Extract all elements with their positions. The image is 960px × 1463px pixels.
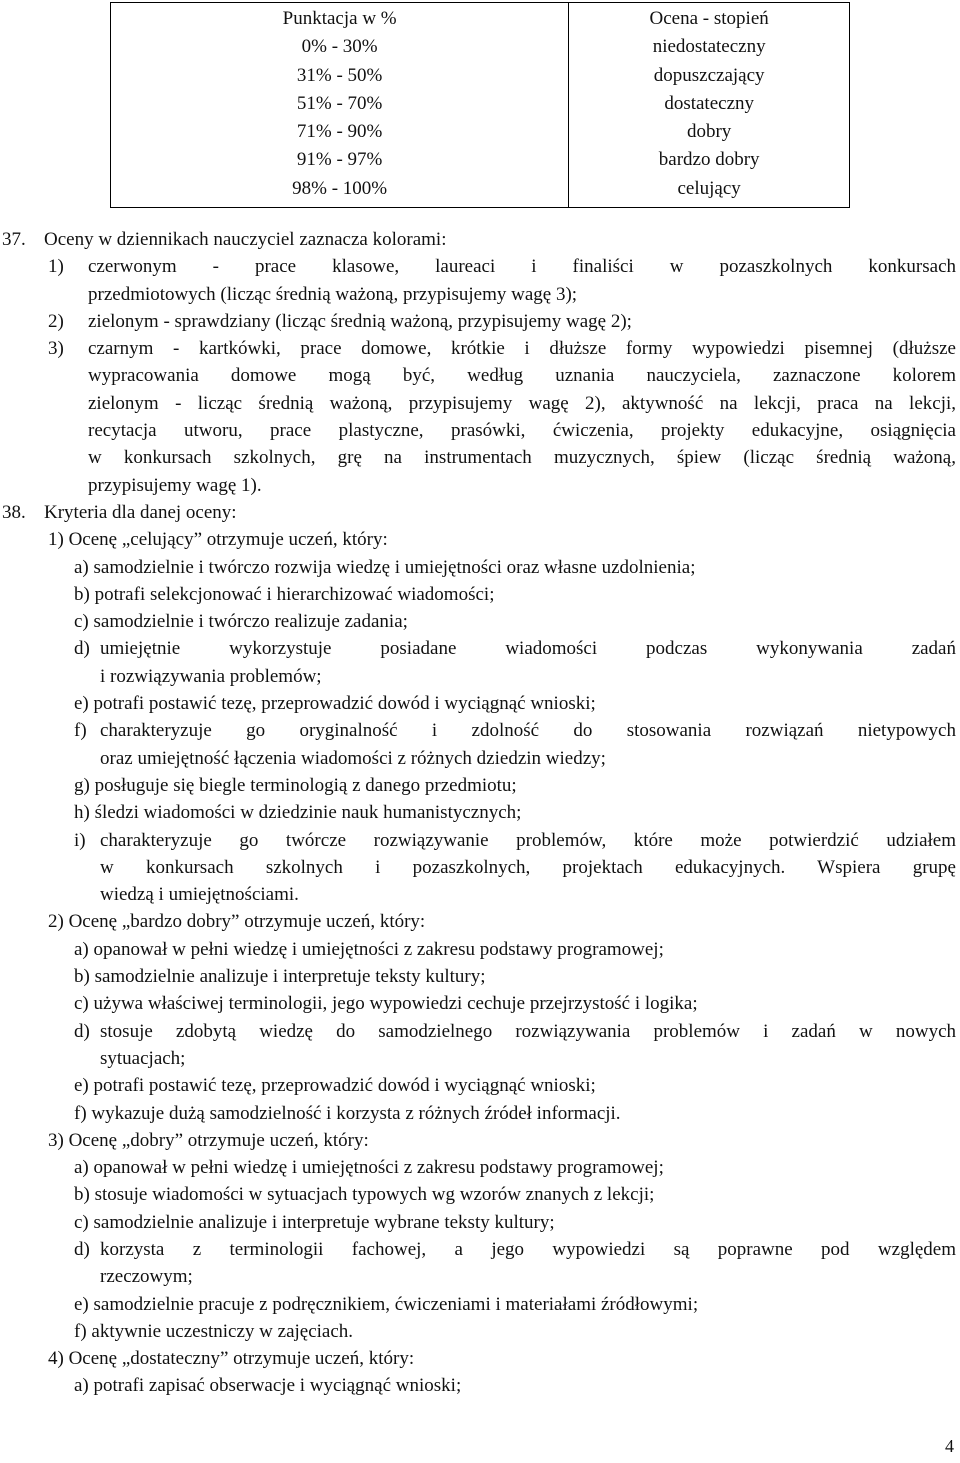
score-range: 0% - 30%	[301, 36, 378, 58]
section-intro: Oceny w dziennikach nauczyciel zaznacza kolorami:	[44, 229, 447, 250]
list-item-text: czarnym - kartkówki, prace domowe, krótkie i dłuższe formy wypowiedzi pisemnej (dłuższe	[88, 338, 956, 360]
list-item-text: wypracowania domowe mogą być, według uznania nauczyciela, zaznaczone kolorem	[88, 365, 956, 387]
grade-column	[569, 3, 850, 208]
criteria-item: charakteryzuje go oryginalność i zdolność do stosowania rozwiązań nietypowych	[100, 720, 956, 742]
grade-heading: 4) Ocenę „dostateczny” otrzymuje uczeń, który:	[48, 1348, 415, 1370]
grade-name: bardzo dobry	[658, 149, 760, 171]
list-item-label: 2)	[48, 310, 64, 332]
grade-heading: 2) Ocenę „bardzo dobry” otrzymuje uczeń, który:	[48, 911, 426, 933]
score-range-column	[111, 3, 569, 208]
table-header-score: Punktacja w %	[282, 8, 397, 29]
criteria-item: f) wykazuje dużą samodzielność i korzysta z różnych źródeł informacji.	[74, 1102, 621, 1124]
document-body	[0, 226, 960, 1400]
criteria-item: i rozwiązywania problemów;	[100, 665, 322, 687]
criteria-item: a) samodzielnie i twórczo rozwija wiedzę i umiejętności oraz własne uzdolnienia;	[74, 556, 696, 578]
criteria-label: f)	[74, 720, 87, 742]
list-item-text: zielonym - licząc średnią ważoną, przypisujemy wagę 2), aktywność na lekcji, praca na lekcji,	[88, 392, 956, 414]
section-intro: Kryteria dla danej oceny:	[44, 501, 237, 523]
list-item-text: w konkursach szkolnych, grę na instrumentach muzycznych, śpiew (licząc średnią ważoną,	[88, 447, 956, 469]
criteria-item: umiejętnie wykorzystuje posiadane wiadomości podczas wykonywania zadań	[100, 638, 956, 660]
criteria-item: e) samodzielnie pracuje z podręcznikiem, ćwiczeniami i materiałami źródłowymi;	[74, 1293, 699, 1315]
criteria-label: d)	[74, 638, 90, 660]
list-item-text: recytacja utworu, prace plastyczne, prasówki, ćwiczenia, projekty edukacyjne, osiągnięcia	[88, 420, 956, 442]
criteria-item: b) stosuje wiadomości w sytuacjach typowych wg wzorów znanych z lekcji;	[74, 1184, 655, 1206]
criteria-label: i)	[74, 829, 86, 851]
criteria-item: charakteryzuje go twórcze rozwiązywanie problemów, które może potwierdzić udziałem	[100, 829, 956, 851]
score-range: 91% - 97%	[296, 149, 383, 171]
score-range: 51% - 70%	[296, 92, 383, 114]
grade-name: niedostateczny	[652, 36, 766, 58]
criteria-item: b) potrafi selekcjonować i hierarchizować wiadomości;	[74, 583, 495, 605]
grade-heading: 1) Ocenę „celujący” otrzymuje uczeń, który:	[48, 529, 388, 551]
criteria-item: stosuje zdobytą wiedzę do samodzielnego rozwiązywania problemów i zadań w nowych	[100, 1020, 956, 1042]
criteria-item: a) opanował w pełni wiedzę i umiejętności z zakresu podstawy programowej;	[74, 1157, 664, 1179]
list-item-text: zielonym - sprawdziany (licząc średnią ważoną, przypisujemy wagę 2);	[88, 310, 632, 332]
list-item-label: 1)	[48, 256, 64, 278]
criteria-item: oraz umiejętność łączenia wiadomości z różnych dziedzin wiedzy;	[100, 747, 606, 769]
criteria-item: c) samodzielnie i twórczo realizuje zadania;	[74, 611, 408, 633]
grading-table	[110, 2, 850, 208]
section-38	[0, 499, 960, 1400]
criteria-label: d)	[74, 1238, 90, 1260]
criteria-item: c) samodzielnie analizuje i interpretuje wybrane teksty kultury;	[74, 1211, 555, 1233]
section-number: 37.	[2, 229, 26, 250]
criteria-item: b) samodzielnie analizuje i interpretuje teksty kultury;	[74, 966, 486, 988]
grade-name: dostateczny	[664, 92, 754, 114]
criteria-item: g) posługuje się biegle terminologią z danego przedmiotu;	[74, 774, 517, 796]
criteria-item: a) opanował w pełni wiedzę i umiejętności z zakresu podstawy programowej;	[74, 938, 664, 960]
criteria-label: d)	[74, 1020, 90, 1042]
criteria-item: a) potrafi zapisać obserwacje i wyciągnąć wnioski;	[74, 1375, 462, 1397]
score-range: 98% - 100%	[292, 177, 388, 199]
list-item-label: 3)	[48, 338, 64, 360]
criteria-item: wiedzą i umiejętnościami.	[100, 884, 299, 906]
criteria-item: sytuacjach;	[100, 1047, 186, 1069]
grade-name: celujący	[677, 177, 741, 199]
grade-name: dopuszczający	[653, 64, 765, 86]
criteria-item: e) potrafi postawić tezę, przeprowadzić dowód i wyciągnąć wnioski;	[74, 693, 596, 715]
criteria-item: w konkursach szkolnych i pozaszkolnych, projektach edukacyjnych. Wspiera grupę	[100, 856, 956, 878]
section-37	[0, 226, 960, 499]
grade-heading: 3) Ocenę „dobry” otrzymuje uczeń, który:	[48, 1129, 369, 1151]
list-item-text: przedmiotowych (licząc średnią ważoną, przypisujemy wagę 3);	[88, 283, 578, 305]
criteria-item: c) używa właściwej terminologii, jego wypowiedzi cechuje przejrzystość i logika;	[74, 993, 698, 1015]
section-number: 38.	[2, 501, 26, 523]
table-header-grade: Ocena - stopień	[649, 8, 769, 29]
criteria-item: korzysta z terminologii fachowej, a jego wypowiedzi są poprawne pod względem	[100, 1238, 956, 1260]
list-item-text: czerwonym - prace klasowe, laureaci i finaliści w pozaszkolnych konkursach	[88, 256, 956, 278]
score-range: 71% - 90%	[296, 121, 383, 143]
criteria-item: f) aktywnie uczestniczy w zajęciach.	[74, 1320, 354, 1342]
criteria-item: h) śledzi wiadomości w dziedzinie nauk humanistycznych;	[74, 802, 522, 824]
criteria-item: e) potrafi postawić tezę, przeprowadzić dowód i wyciągnąć wnioski;	[74, 1075, 596, 1097]
score-range: 31% - 50%	[296, 64, 383, 86]
criteria-item: rzeczowym;	[100, 1266, 193, 1288]
list-item-text: przypisujemy wagę 1).	[88, 474, 262, 496]
page-number: 4	[945, 1436, 954, 1456]
grade-name: dobry	[686, 121, 732, 143]
